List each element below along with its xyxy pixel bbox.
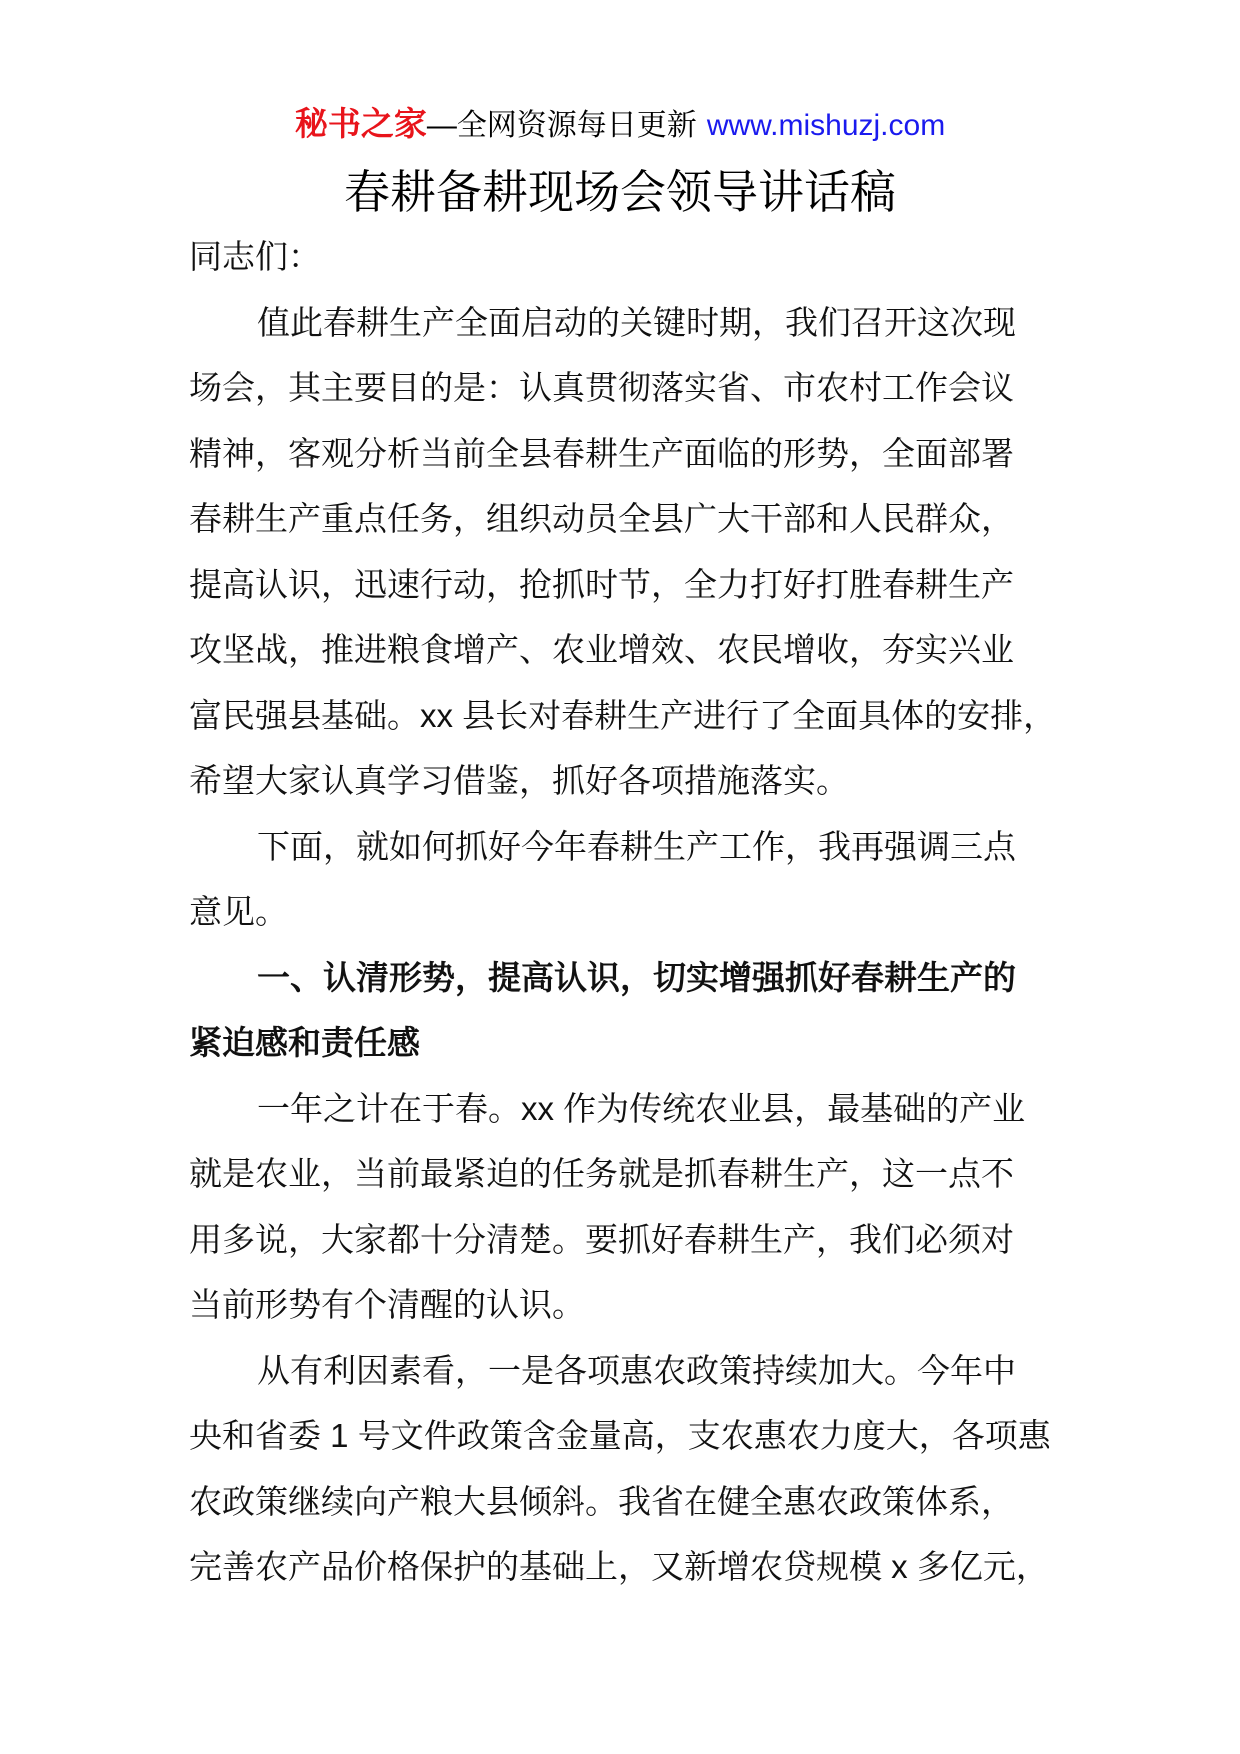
section-heading (189, 945, 1089, 1076)
paragraph-section-1-1 (189, 1076, 1089, 1338)
body-line: 下面，就如何抓好今年春耕生产工作，我再强调三点 (257, 827, 1016, 865)
document-body (189, 224, 1089, 1600)
paragraph-intro-1 (189, 290, 1089, 814)
paragraph-intro-2 (189, 814, 1089, 945)
body-line: 从有利因素看，一是各项惠农政策持续加大。今年中 (257, 1351, 1016, 1389)
paragraph-section-1-2 (189, 1338, 1089, 1600)
document-title: 春耕备耕现场会领导讲话稿 (344, 166, 896, 218)
body-line: 一年之计在于春。xx 作为传统农业县，最基础的产业 (257, 1089, 1026, 1127)
body-line: 精神，客观分析当前全县春耕生产面临的形势，全面部署 (189, 434, 1014, 472)
body-line: 攻坚战，推进粮食增产、农业增效、农民增收，夯实兴业 (189, 631, 1014, 668)
body-line: 就是农业，当前最紧迫的任务就是抓春耕生产，这一点不 (189, 1155, 1014, 1192)
body-line: 当前形势有个清醒的认识。 (189, 1286, 585, 1323)
body-line: 用多说，大家都十分清楚。要抓好春耕生产，我们必须对 (189, 1220, 1014, 1258)
body-line: 值此春耕生产全面启动的关键时期，我们召开这次现 (257, 303, 1016, 341)
body-line: 希望大家认真学习借鉴，抓好各项措施落实。 (189, 762, 849, 799)
heading-line: 一、认清形势，提高认识，切实增强抓好春耕生产的 (257, 958, 1016, 996)
body-line: 春耕生产重点任务，组织动员全县广大干部和人民群众， (189, 500, 1014, 537)
body-line: 农政策继续向产粮大县倾斜。我省在健全惠农政策体系， (189, 1482, 1014, 1520)
body-line: 意见。 (189, 893, 288, 930)
brand-name: 秘书之家 (294, 105, 427, 142)
site-header (0, 99, 1240, 156)
body-line: 提高认识，迅速行动，抢抓时节，全力打好打胜春耕生产 (189, 565, 1014, 603)
body-line: 央和省委 1 号文件政策含金量高，支农惠农力度大，各项惠 (189, 1417, 1051, 1454)
site-url: www.mishuzj.com (706, 109, 946, 142)
header-tagline: —全网资源每日更新 (426, 109, 697, 142)
body-line: 富民强县基础。xx 县长对春耕生产进行了全面具体的安排， (189, 696, 1057, 734)
body-line: 场会，其主要目的是：认真贯彻落实省、市农村工作会议 (189, 369, 1014, 406)
salutation: 同志们： (189, 238, 321, 275)
body-line: 完善农产品价格保护的基础上，又新增农贷规模 x 多亿元， (189, 1548, 1049, 1585)
heading-line: 紧迫感和责任感 (189, 1024, 420, 1061)
